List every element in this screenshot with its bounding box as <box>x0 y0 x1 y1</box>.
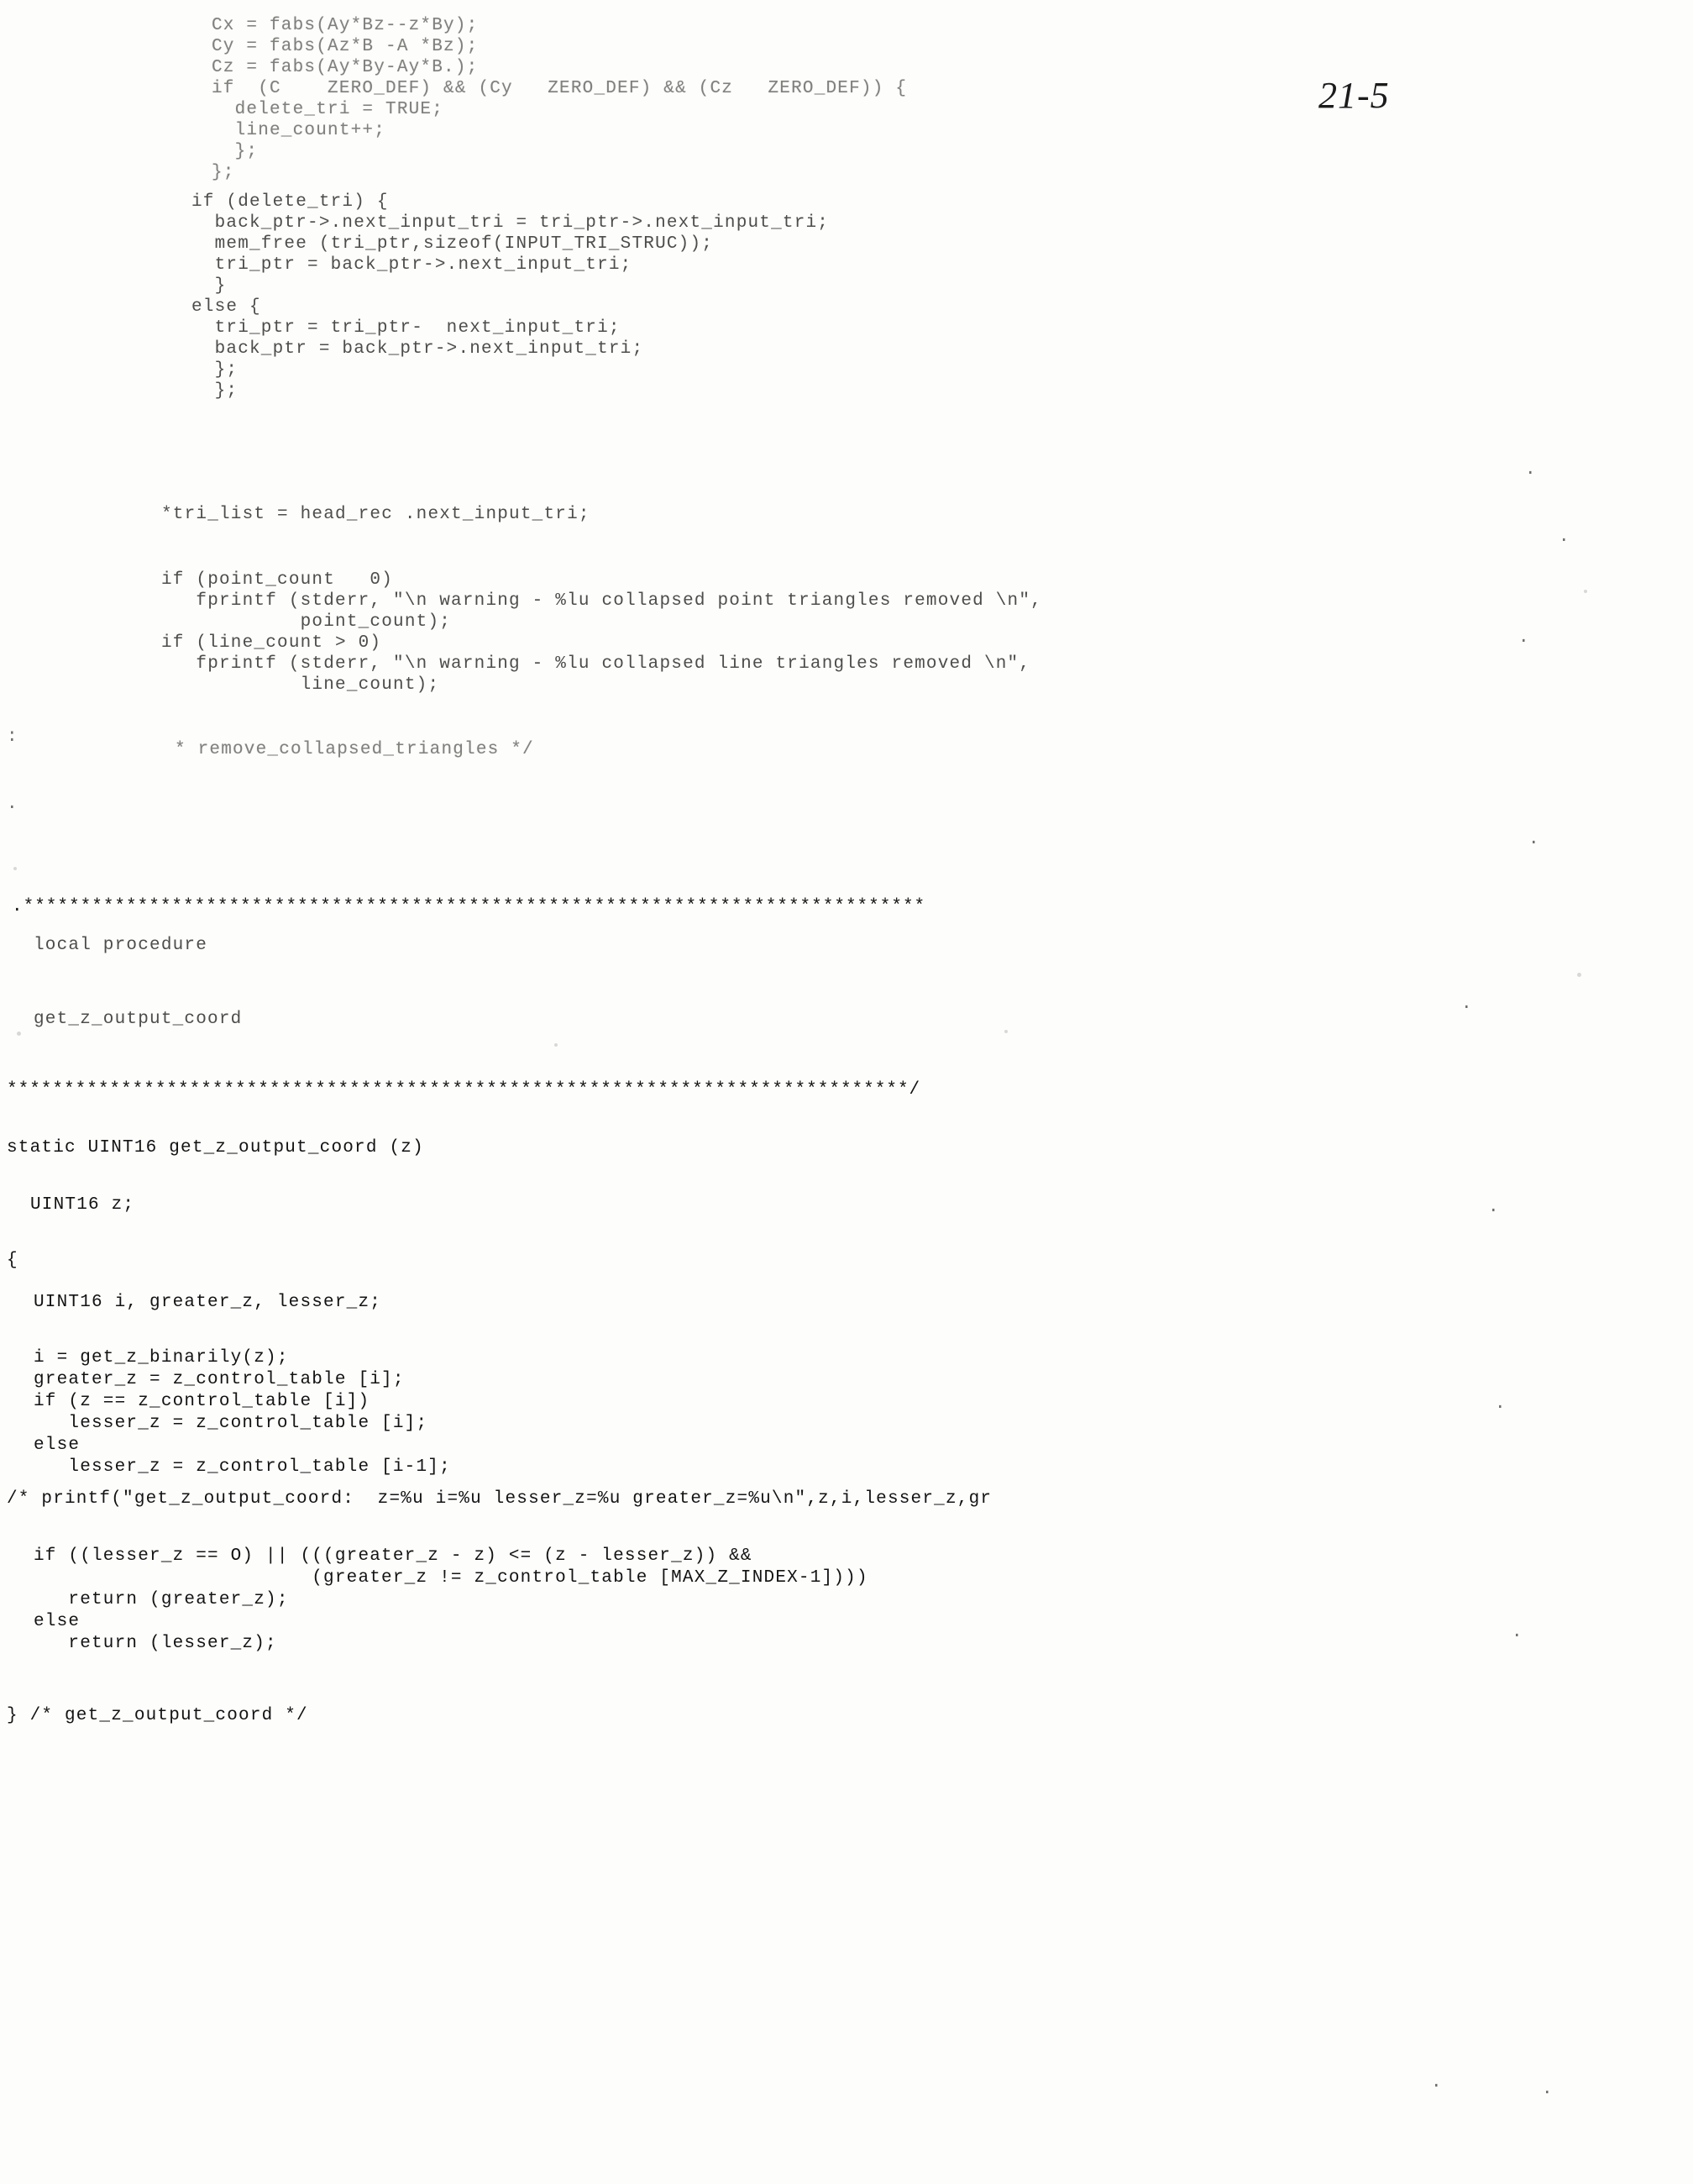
scan-mark-left-colon: : <box>7 727 18 747</box>
code-block-end-comment: * remove_collapsed_triangles */ <box>175 740 534 759</box>
code-function-close: } /* get_z_output_coord */ <box>7 1706 308 1725</box>
comment-banner-bottom: *******************************************************************************/ <box>7 1080 921 1100</box>
code-open-brace: { <box>7 1251 18 1270</box>
speck <box>1004 1030 1008 1033</box>
scan-mark-right-8: . <box>1512 1623 1523 1642</box>
speck <box>1584 590 1587 593</box>
scan-mark-right-6: . <box>1488 1198 1499 1217</box>
code-block-delete-tri: if (delete_tri) { back_ptr->.next_input_tri = tri_ptr->.next_input_tri; mem_free (tri_ptr,sizeof(INPUT_TRI_STRUC)); tri_ptr = back_ptr->.next_input_tri; } else { tri_ptr = tri_ptr- next_input_tri; back_ptr = back_ptr->.next_input_tri; }; }; <box>191 192 830 401</box>
scan-mark-right-4: . <box>1528 830 1539 849</box>
code-body-lookup: i = get_z_binarily(z); greater_z = z_control_table [i]; if (z == z_control_table [i]) lesser_z = z_control_table [i]; else lesser_z = z_control_table [i-1]; <box>34 1348 451 1477</box>
speck <box>1577 973 1581 977</box>
scan-mark-right-1: . <box>1525 460 1536 480</box>
speck <box>17 1032 21 1036</box>
speck <box>554 1043 558 1047</box>
code-function-signature: static UINT16 get_z_output_coord (z) <box>7 1138 424 1158</box>
code-return-logic: if ((lesser_z == O) || (((greater_z - z) <= (z - lesser_z)) && (greater_z != z_control_table [MAX_Z_INDEX-1]))) return (greater_z); else return (lesser_z); <box>34 1546 868 1653</box>
scan-mark-bottom-2: . <box>1542 2080 1553 2099</box>
comment-banner-top: .******************************************************************************* <box>12 897 926 916</box>
scan-mark-left-dot: . <box>7 795 18 814</box>
code-parameter-declaration: UINT16 z; <box>30 1195 135 1215</box>
speck <box>13 867 17 870</box>
code-block-collapse-test: Cx = fabs(Ay*Bz--z*By); Cy = fabs(Az*B -A *Bz); Cz = fabs(Ay*By-Ay*B.); if (C ZERO_DEF) && (Cy ZERO_DEF) && (Cz ZERO_DEF)) { delete_tri = TRUE; line_count++; }; }; <box>212 16 908 182</box>
comment-banner-title: local procedure get_z_output_coord <box>34 936 243 1029</box>
code-block-warnings: if (point_count 0) fprintf (stderr, "\n warning - %lu collapsed point triangles removed \n", point_count); if (line_count > 0) fprintf (stderr, "\n warning - %lu collapsed line triangles removed \n", line_count); <box>161 570 1042 695</box>
scan-mark-right-2: . <box>1559 528 1570 547</box>
page-number: 21-5 <box>1318 75 1390 116</box>
code-local-declarations: UINT16 i, greater_z, lesser_z; <box>34 1293 382 1312</box>
code-commented-printf: /* printf("get_z_output_coord: z=%u i=%u lesser_z=%u greater_z=%u\n",z,i,lesser_z,gr <box>7 1489 993 1509</box>
code-block-tri-list-assign: *tri_list = head_rec .next_input_tri; <box>161 505 590 524</box>
scan-mark-right-5: . <box>1461 995 1472 1014</box>
scan-mark-right-7: . <box>1495 1394 1506 1414</box>
scan-mark-bottom-1: . <box>1431 2073 1442 2092</box>
scan-mark-right-3: . <box>1518 628 1529 648</box>
